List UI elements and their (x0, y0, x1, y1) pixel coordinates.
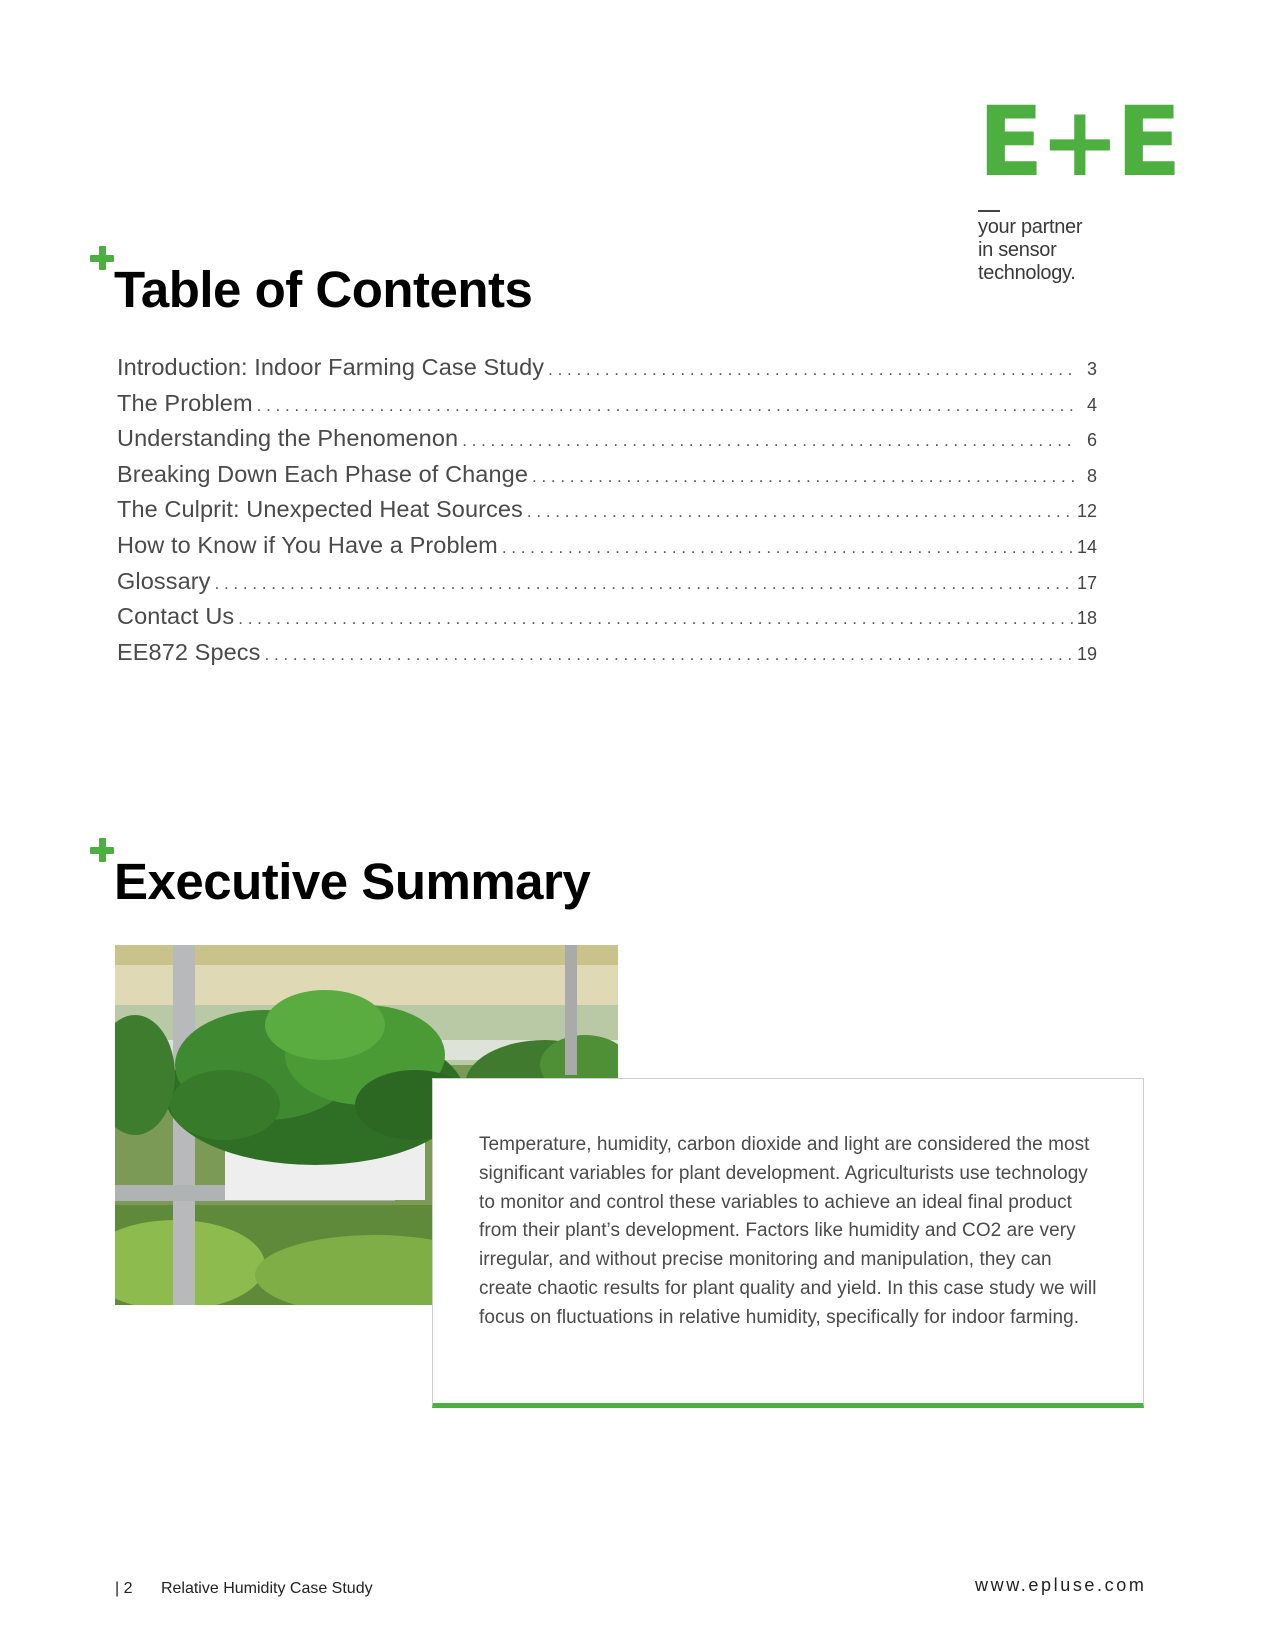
toc-item-page: 19 (1076, 643, 1097, 664)
toc-leader-dots (215, 574, 1073, 594)
toc-leader-dots (257, 396, 1075, 416)
toc-item[interactable] (117, 639, 1097, 675)
brand-logo (978, 86, 1178, 285)
toc-title: Table of Contents (114, 261, 533, 318)
toc-leader-dots (548, 360, 1075, 380)
tagline-line-2: in sensor (978, 239, 1057, 261)
page-number: | 2 (115, 1580, 133, 1597)
toc-leader-dots (527, 502, 1073, 522)
executive-summary-title: Executive Summary (114, 853, 591, 910)
toc-item-page: 14 (1076, 536, 1097, 557)
footer-left (115, 1580, 373, 1598)
tagline-line-3: technology. (978, 262, 1076, 284)
toc-item[interactable] (117, 532, 1097, 568)
executive-summary-box (432, 1078, 1144, 1408)
toc-item-label: Understanding the Phenomenon (117, 425, 459, 452)
toc-item-label: EE872 Specs (117, 638, 261, 665)
toc-item[interactable] (117, 390, 1097, 426)
toc-item-label: How to Know if You Have a Problem (117, 531, 498, 558)
toc-leader-dots (265, 645, 1073, 665)
toc-item[interactable] (117, 496, 1097, 532)
toc-item-page: 8 (1086, 465, 1097, 486)
logo-divider (978, 210, 1000, 212)
toc-item-page: 12 (1076, 501, 1097, 522)
executive-summary-body: Temperature, humidity, carbon dioxide and light are considered the most significant variables for plant development. Agriculturists use technology to monitor and control these variables to achieve an ideal final product from their plant’s development. Factors like humidity and CO2 are very irregular, and without precise monitoring and manipulation, they can create chaotic results for plant quality and yield. In this case study we will focus on fluctuations in relative humidity, specifically for indoor farming. (479, 1134, 1097, 1328)
logo-tagline (978, 216, 1168, 285)
toc-item[interactable] (117, 461, 1097, 497)
toc-leader-dots (238, 609, 1073, 629)
toc-item-label: The Culprit: Unexpected Heat Sources (117, 496, 523, 523)
toc-item-page: 17 (1076, 572, 1097, 593)
toc-item-page: 6 (1086, 430, 1097, 451)
tagline-line-1: your partner (978, 216, 1083, 238)
toc-item-label: Introduction: Indoor Farming Case Study (117, 354, 545, 380)
toc-item[interactable] (117, 425, 1097, 461)
toc-item-label: The Problem (117, 389, 253, 416)
toc-item[interactable] (117, 354, 1097, 390)
toc-item-label: Breaking Down Each Phase of Change (117, 460, 528, 487)
toc-item[interactable] (117, 568, 1097, 604)
toc-item-label: Contact Us (117, 603, 235, 630)
toc-item-page: 18 (1076, 608, 1097, 629)
toc-leader-dots (532, 467, 1075, 487)
toc-item[interactable] (117, 603, 1097, 639)
plus-icon (90, 246, 114, 270)
toc-list (117, 354, 1097, 674)
toc-item-page: 4 (1086, 394, 1097, 415)
toc-leader-dots (462, 431, 1075, 451)
toc-leader-dots (502, 538, 1073, 558)
toc-item-page: 3 (1086, 359, 1097, 379)
website-link[interactable]: www.epluse.com (975, 1575, 1147, 1595)
toc-item-label: Glossary (117, 567, 211, 594)
logo-mark: E+E (978, 86, 1178, 198)
document-title: Relative Humidity Case Study (160, 1580, 373, 1597)
plus-icon (90, 838, 114, 862)
